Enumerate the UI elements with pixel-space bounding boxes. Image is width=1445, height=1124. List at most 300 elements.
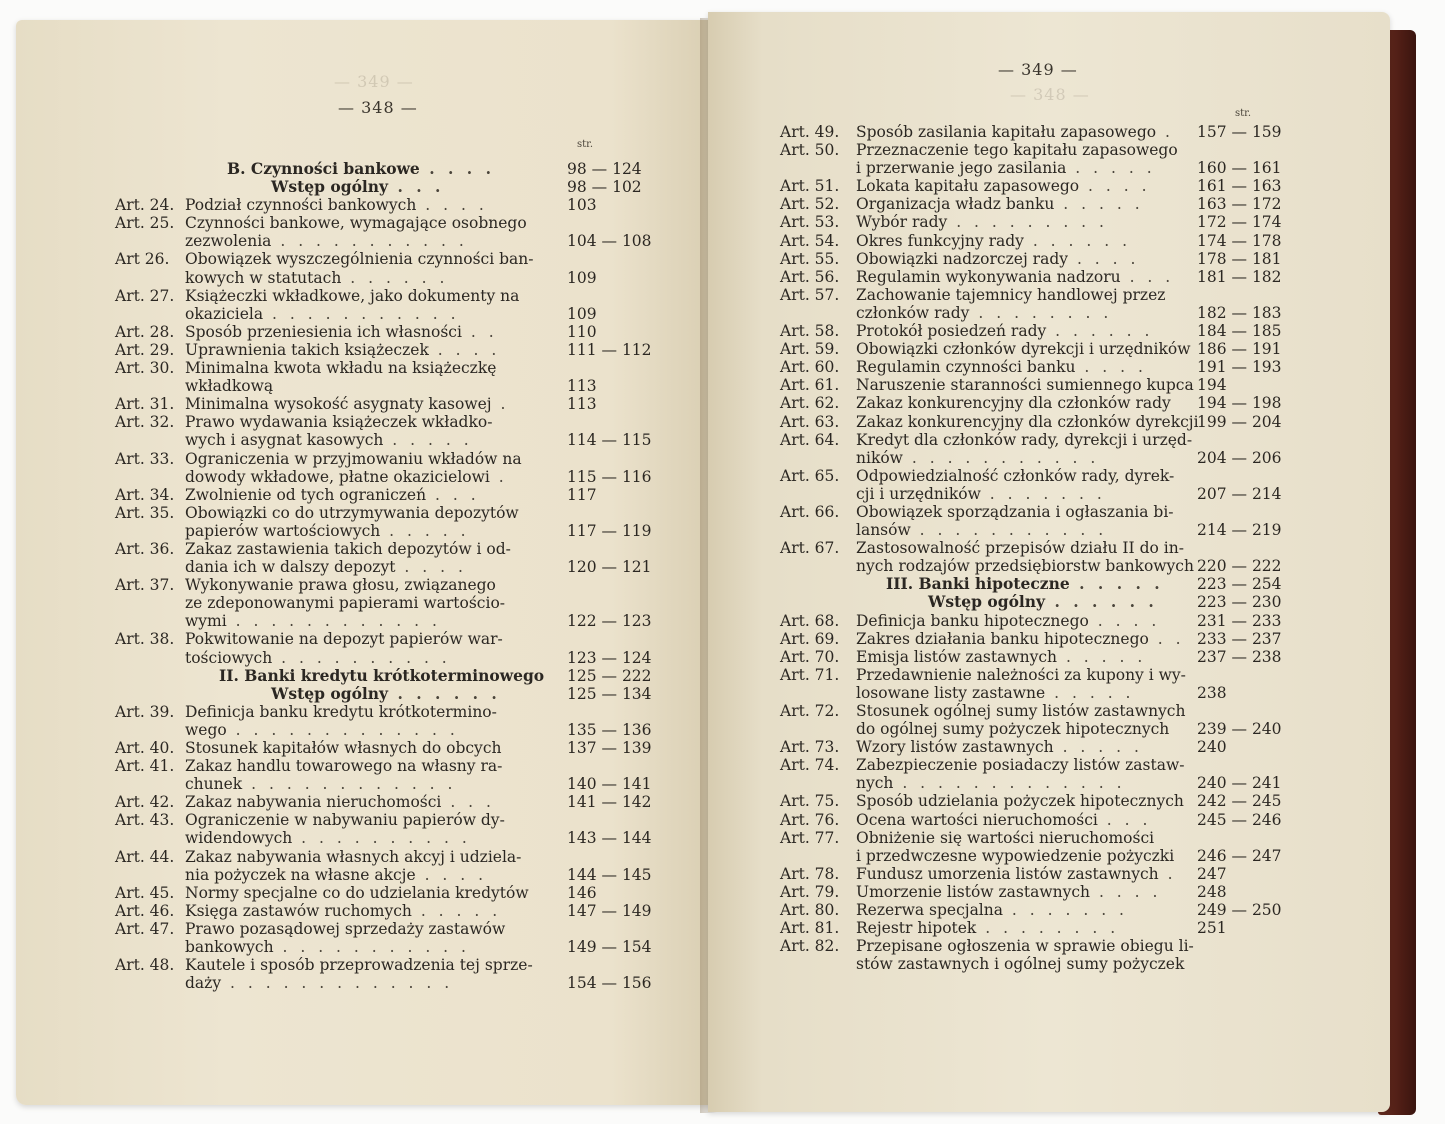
toc-line (780, 919, 1380, 937)
entry-title (856, 612, 1160, 630)
article-number: Art. 66. (780, 502, 840, 521)
toc-line (780, 648, 1380, 666)
article-number: Art. 71. (780, 665, 840, 684)
page-range: 125 — 134 (567, 684, 652, 703)
article-number: Art. 65. (780, 466, 840, 485)
toc-line (780, 413, 1380, 431)
entry-title (856, 557, 1194, 575)
leader-dots: . . . . . (1053, 738, 1143, 757)
toc-line (115, 214, 715, 232)
page-range: 184 — 185 (1197, 322, 1282, 341)
article-number: Art. 28. (115, 322, 175, 341)
entry-title (856, 720, 1169, 738)
entry-title (856, 358, 1147, 376)
leader-dots: . . . . (416, 196, 488, 215)
page-range: 251 (1197, 919, 1227, 938)
page-range: 111 — 112 (567, 340, 652, 359)
entry-text: Sposób zasilania kapitału zapasowego (856, 123, 1157, 141)
entry-text: Zakaz konkurencyjny dla członków rady (856, 394, 1171, 413)
entry-text: II. Banki kredytu krótkoterminowego (219, 665, 545, 685)
entry-text: Sposób przeniesienia ich własności (185, 322, 462, 341)
page-range: 122 — 123 (567, 612, 652, 631)
toc-line (780, 340, 1380, 358)
toc-line (115, 395, 715, 413)
entry-text: do ogólnej sumy pożyczek hipotecznych (856, 720, 1170, 739)
toc-line (115, 848, 715, 866)
toc-line (115, 431, 715, 449)
left-toc (115, 160, 715, 992)
entry-title (856, 756, 1184, 774)
toc-line (780, 195, 1380, 213)
article-number: Art. 56. (780, 267, 840, 286)
toc-line (780, 630, 1380, 648)
article-number: Art. 52. (780, 195, 840, 214)
leader-dots: . . . . . . (388, 683, 501, 703)
entry-title (856, 250, 1139, 268)
entry-title (185, 576, 496, 594)
article-number: Art. 48. (115, 956, 175, 975)
entry-text: Czynności bankowe, wymagające osobnego (185, 214, 527, 233)
entry-title (856, 503, 1174, 521)
entry-title (185, 829, 471, 847)
entry-title (856, 883, 1161, 901)
page-range: 98 — 102 (567, 178, 642, 197)
entry-text: bankowych (185, 938, 274, 957)
article-number: Art. 51. (780, 177, 840, 196)
article-number: Art. 81. (780, 919, 840, 938)
toc-line (115, 793, 715, 811)
article-number: Art. 64. (780, 430, 840, 449)
page-range: 194 — 198 (1197, 394, 1282, 413)
entry-title (185, 377, 273, 395)
entry-text: Przeznaczenie tego kapitału zapasowego (856, 141, 1178, 160)
left-page (16, 20, 716, 1105)
article-number: Art. 59. (780, 340, 840, 359)
entry-title (856, 485, 1106, 503)
entry-title (185, 323, 498, 341)
article-number: Art. 70. (780, 647, 840, 666)
page-range: 223 — 230 (1197, 593, 1282, 612)
article-number: Art. 73. (780, 738, 840, 757)
entry-text: tościowych (185, 648, 273, 667)
page-range: 109 (567, 268, 597, 287)
entry-text: Przepisane ogłoszenia w sprawie obiegu li- (856, 937, 1194, 956)
leader-dots: . . . . . (1045, 683, 1135, 702)
article-number: Art. 31. (115, 395, 175, 414)
entry-text: Wstęp ogólny (928, 592, 1046, 612)
entry-text: Regulamin czynności banku (856, 358, 1076, 377)
toc-line (115, 974, 715, 992)
toc-line (115, 920, 715, 938)
section-heading (886, 575, 1164, 593)
leader-dots: . . . . . . . . . . . (902, 448, 1100, 467)
entry-title (185, 287, 519, 305)
article-number: Art. 50. (780, 141, 840, 160)
entry-text: nia pożyczek na własne akcje (185, 865, 416, 884)
entry-text: Definicja banku hipotecznego (856, 611, 1089, 630)
leader-dots: . . . . . (383, 431, 473, 450)
article-number: Art. 38. (115, 630, 175, 649)
article-number: Art. 41. (115, 757, 175, 776)
toc-line (780, 539, 1380, 557)
entry-title (856, 394, 1171, 412)
entry-title (185, 848, 521, 866)
entry-text: Obowiązki członków dyrekcji i urzędników (856, 340, 1191, 359)
article-number: Art. 57. (780, 285, 840, 304)
leader-dots: . . . . . . . . (976, 919, 1120, 938)
entry-title (185, 269, 448, 287)
page-range: 172 — 174 (1197, 213, 1282, 232)
page-range: 237 — 238 (1197, 647, 1282, 666)
entry-title (185, 703, 497, 721)
entry-text: Definicja banku kredytu krótkotermino- (185, 702, 497, 721)
toc-line (115, 522, 715, 540)
entry-title (185, 450, 522, 468)
page-range: 178 — 181 (1197, 249, 1282, 268)
entry-text: Zakaz zastawienia takich depozytów i od- (185, 539, 511, 558)
entry-text: wych i asygnat kasowych (185, 431, 384, 450)
toc-line (115, 775, 715, 793)
entry-title (856, 648, 1146, 666)
toc-line (115, 721, 715, 739)
leader-dots: . . . . (419, 159, 495, 178)
toc-line (115, 413, 715, 431)
entry-text: Minimalna kwota wkładu na książeczkę (185, 359, 497, 378)
toc-line (780, 322, 1380, 340)
toc-line (780, 720, 1380, 738)
article-number: Art. 69. (780, 629, 840, 648)
entry-title (856, 702, 1185, 720)
entry-text: Stosunek kapitałów własnych do obcych (185, 739, 502, 757)
entry-title (185, 250, 534, 268)
article-number: Art. 25. (115, 214, 175, 233)
section-heading (271, 685, 501, 703)
article-number: Art. 24. (115, 196, 175, 215)
article-number: Art. 47. (115, 919, 175, 938)
left-page-number: — 348 — (338, 98, 418, 117)
page-range: 191 — 193 (1197, 358, 1282, 377)
article-number: Art. 46. (115, 901, 175, 920)
entry-title (185, 757, 502, 775)
toc-line (780, 738, 1380, 756)
entry-text: Zastosowalność przepisów działu II do in- (856, 539, 1184, 558)
entry-text: Książeczki wkładkowe, jako dokumenty na (185, 286, 520, 305)
page-range: 247 (1197, 864, 1227, 883)
toc-line (115, 757, 715, 775)
toc-line (115, 594, 715, 612)
entry-title (185, 866, 487, 884)
toc-line (780, 467, 1380, 485)
entry-text: Fundusz umorzenia listów zastawnych (856, 864, 1159, 883)
page-range: 231 — 233 (1197, 611, 1282, 630)
toc-line (115, 540, 715, 558)
entry-text: Normy specjalne co do udzielania kredytów (185, 883, 529, 902)
leader-dots: . . . . . . (1023, 231, 1132, 250)
page-range: 157 — 159 (1197, 123, 1282, 141)
article-number: Art. 39. (115, 702, 175, 721)
page-range: 199 — 204 (1197, 412, 1282, 431)
toc-line (780, 829, 1380, 847)
toc-line (115, 866, 715, 884)
article-number: Art. 61. (780, 376, 840, 395)
right-page (708, 12, 1390, 1112)
entry-text: ze zdeponowanymi papierami wartościo- (185, 594, 506, 613)
page-range: 98 — 124 (567, 160, 642, 178)
article-number: Art. 63. (780, 412, 840, 431)
leader-dots: . . . (1120, 267, 1175, 286)
leader-dots: . . . . . (1069, 574, 1164, 594)
toc-line (115, 558, 715, 576)
page-range: 174 — 178 (1197, 231, 1282, 250)
page-range: 154 — 156 (567, 974, 652, 993)
entry-title (185, 920, 505, 938)
entry-title (185, 793, 495, 811)
toc-line (115, 504, 715, 522)
leader-dots: . . . . . . . (1003, 901, 1128, 920)
entry-title (185, 522, 470, 540)
leader-dots: . . . . (415, 865, 488, 884)
leader-dots: . . . . . (1054, 195, 1144, 214)
toc-line (115, 630, 715, 648)
entry-text: Kredyt dla członków rady, dyrekcji i urzęd- (856, 430, 1193, 449)
page-range: 245 — 246 (1197, 810, 1282, 829)
page-range: 186 — 191 (1197, 340, 1282, 359)
toc-line (780, 358, 1380, 376)
entry-title (856, 630, 1185, 648)
entry-title (185, 630, 503, 648)
entry-text: Minimalna wysokość asygnaty kasowej (185, 395, 492, 414)
entry-text: chunek (185, 775, 243, 794)
entry-title (185, 956, 533, 974)
section-heading (227, 160, 495, 178)
entry-title (185, 938, 470, 956)
article-number: Art. 74. (780, 756, 840, 775)
page-range: 238 (1197, 683, 1227, 702)
page-range: 214 — 219 (1197, 521, 1282, 540)
entry-title (185, 196, 488, 214)
leader-dots: . (491, 395, 510, 414)
entry-text: Wzory listów zastawnych (856, 738, 1054, 757)
article-number: Art. 77. (780, 828, 840, 847)
article-number: Art. 53. (780, 213, 840, 232)
toc-line (115, 685, 715, 703)
leader-dots: . . . . . . . . . . . (271, 232, 468, 251)
toc-line (780, 250, 1380, 268)
toc-line (780, 811, 1380, 829)
toc-line (115, 667, 715, 685)
entry-text: okaziciela (185, 304, 264, 323)
entry-title (856, 865, 1177, 883)
leader-dots: . . . . . . . . . . . (910, 521, 1108, 540)
leader-dots: . . . . . . . . . . (272, 648, 451, 667)
entry-title (856, 413, 1199, 431)
article-number: Art. 37. (115, 576, 175, 595)
article-number: Art. 36. (115, 539, 175, 558)
entry-title (856, 376, 1194, 394)
entry-text: Zabezpieczenie posiadaczy listów zastaw- (856, 756, 1185, 775)
entry-text: losowane listy zastawne (856, 683, 1046, 702)
entry-title (856, 195, 1144, 213)
entry-title (185, 504, 519, 522)
leader-dots: . . (461, 322, 498, 341)
entry-text: dowody wkładowe, płatne okazicielowi (185, 467, 490, 486)
article-number: Art. 43. (115, 811, 175, 830)
entry-title (185, 395, 509, 413)
toc-line (115, 377, 715, 395)
section-heading (928, 593, 1158, 611)
article-number: Art. 68. (780, 611, 840, 630)
entry-title (856, 177, 1151, 195)
article-number: Art. 60. (780, 358, 840, 377)
page-range: 146 (567, 883, 597, 902)
toc-line (780, 485, 1380, 503)
entry-text: Odpowiedzialność członków rady, dyrek- (856, 466, 1175, 485)
toc-line (780, 575, 1380, 593)
toc-line (780, 159, 1380, 177)
entry-text: i przerwanie jego zasilania (856, 159, 1067, 178)
page-range: 182 — 183 (1197, 303, 1282, 322)
entry-text: Stosunek ogólnej sumy listów zastawnych (856, 702, 1186, 720)
page-range: 140 — 141 (567, 775, 652, 794)
entry-text: ników (856, 448, 903, 467)
entry-text: Prawo wydawania książeczek wkładko- (185, 413, 493, 432)
leader-dots: . . . . . (1066, 159, 1156, 178)
entry-title (856, 539, 1184, 557)
article-number: Art. 34. (115, 485, 175, 504)
right-toc (780, 123, 1380, 973)
entry-title (856, 213, 1108, 231)
toc-line (115, 341, 715, 359)
leader-dots: . . . . (1088, 611, 1161, 630)
entry-title (856, 123, 1174, 141)
toc-line (780, 394, 1380, 412)
toc-line (115, 956, 715, 974)
entry-text: stów zastawnych i ogólnej sumy pożyczek (856, 955, 1185, 974)
entry-title (856, 774, 1126, 792)
page-range: 115 — 116 (567, 467, 652, 486)
entry-text: Księga zastawów ruchomych (185, 901, 412, 920)
toc-line (115, 884, 715, 902)
article-number: Art. 45. (115, 883, 175, 902)
toc-line (115, 739, 715, 757)
article-number: Art. 33. (115, 449, 175, 468)
page-range: 204 — 206 (1197, 448, 1282, 467)
toc-line (115, 829, 715, 847)
entry-text: nych (856, 774, 894, 793)
page-range: 240 (1197, 738, 1227, 757)
leader-dots: . . . . . . . . (969, 303, 1113, 322)
entry-text: Naruszenie staranności sumiennego kupca (856, 376, 1194, 395)
toc-line (780, 232, 1380, 250)
page-range: 123 — 124 (567, 648, 652, 667)
toc-line (780, 521, 1380, 539)
page-range: 125 — 222 (567, 666, 652, 685)
page-range: 248 (1197, 882, 1227, 901)
entry-title (185, 431, 473, 449)
toc-line (780, 123, 1380, 141)
toc-line (115, 250, 715, 268)
article-number: Art. 67. (780, 539, 840, 558)
entry-title (185, 214, 527, 232)
entry-title (856, 829, 1154, 847)
toc-line (780, 431, 1380, 449)
entry-text: papierów wartościowych (185, 521, 381, 540)
toc-line (780, 213, 1380, 231)
page-range: 141 — 142 (567, 793, 652, 812)
article-number: Art. 42. (115, 793, 175, 812)
entry-text: wego (185, 720, 227, 739)
toc-line (115, 305, 715, 323)
page-range: 163 — 172 (1197, 195, 1282, 214)
page-range: 149 — 154 (567, 938, 652, 957)
entry-title (856, 232, 1131, 250)
entry-text: Wstęp ogólny (271, 683, 389, 703)
article-number: Art. 58. (780, 322, 840, 341)
page-range: 240 — 241 (1197, 774, 1282, 793)
toc-line (780, 593, 1380, 611)
toc-line (780, 774, 1380, 792)
article-number: Art. 40. (115, 739, 175, 757)
entry-title (185, 413, 492, 431)
entry-title (185, 811, 505, 829)
toc-line (780, 141, 1380, 159)
entry-text: nych rodzajów przedsiębiorstw bankowych (856, 557, 1194, 576)
entry-text: kowych w statutach (185, 268, 342, 287)
entry-text: Pokwitowanie na depozyt papierów war- (185, 630, 503, 649)
leader-dots: . . . . . . (1045, 592, 1158, 612)
leader-dots: . . . . . . . . . . . . . (226, 720, 459, 739)
page-range: 143 — 144 (567, 829, 652, 848)
entry-text: zezwolenia (185, 232, 272, 251)
left-ghost-page-number: — 349 — (334, 72, 414, 91)
toc-line (780, 449, 1380, 467)
leader-dots: . . . (426, 485, 480, 504)
page-range: 207 — 214 (1197, 484, 1282, 503)
toc-line (115, 287, 715, 305)
right-page-number: — 349 — (998, 60, 1078, 79)
entry-title (856, 811, 1151, 829)
leader-dots: . . . . . . . . . . . . . (221, 974, 454, 993)
entry-title (185, 540, 511, 558)
page-range: 249 — 250 (1197, 901, 1282, 920)
entry-title (185, 974, 453, 992)
article-number: Art. 35. (115, 503, 175, 522)
leader-dots: . . . . . (411, 901, 502, 920)
entry-text: Sposób udzielania pożyczek hipotecznych (856, 792, 1184, 811)
article-number: Art. 32. (115, 413, 175, 432)
toc-line (115, 160, 715, 178)
entry-text: Ograniczenie w nabywaniu papierów dy- (185, 811, 505, 830)
toc-line (115, 232, 715, 250)
toc-line (780, 177, 1380, 195)
leader-dots: . . . . (1079, 177, 1151, 196)
page-range: 113 (567, 377, 597, 396)
entry-title (856, 322, 1153, 340)
article-number: Art 26. (115, 250, 170, 269)
entry-title (185, 721, 459, 739)
leader-dots: . . (1148, 629, 1185, 648)
page-range: 144 — 145 (567, 865, 652, 884)
entry-title (856, 792, 1184, 810)
entry-text: Umorzenie listów zastawnych (856, 882, 1091, 901)
toc-line (780, 865, 1380, 883)
section-heading (219, 667, 544, 685)
toc-line (780, 286, 1380, 304)
toc-line (115, 649, 715, 667)
leader-dots: . (1158, 864, 1177, 883)
article-number: Art. 55. (780, 249, 840, 268)
entry-text: Zakaz nabywania nieruchomości (185, 793, 442, 812)
